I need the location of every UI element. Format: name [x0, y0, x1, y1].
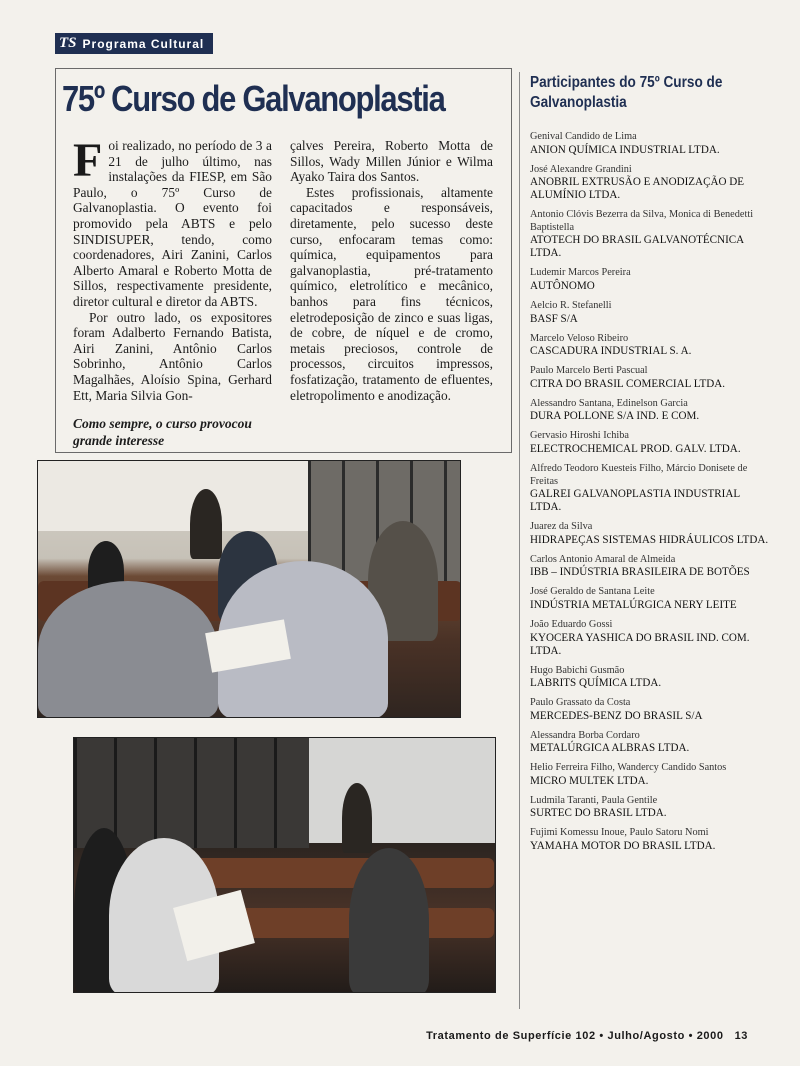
section-header-tab [55, 33, 213, 54]
magazine-logo: TS [59, 35, 77, 51]
page-number: 13 [734, 1030, 748, 1042]
article-paragraph-1 [73, 134, 272, 310]
participant-company: CASCADURA INDUSTRIAL S. A. [530, 345, 692, 358]
participant-entry [530, 164, 770, 203]
student [38, 581, 218, 718]
article-title: 75º Curso de Galvanoplastia [62, 78, 445, 119]
whiteboard [38, 461, 308, 531]
participant-names: Fujimi Komessu Inoue, Paulo Satoru Nomi [530, 827, 709, 839]
participant-entry [530, 300, 770, 326]
participant-entry [530, 365, 770, 391]
participant-names: Antonio Clóvis Bezerra da Silva, Monica di Benedetti Baptistella [530, 209, 754, 233]
participant-entry [530, 697, 770, 723]
participant-company: MERCEDES-BENZ DO BRASIL S/A [530, 709, 703, 722]
participant-names: Alessandra Borba Cordaro [530, 729, 640, 741]
participant-entry [530, 463, 770, 514]
participant-company: LABRITS QUÍMICA LTDA. [530, 677, 662, 690]
participant-company: ANOBRIL EXTRUSÃO E ANODIZAÇÃO DE ALUMÍNIO LTDA. [530, 176, 745, 202]
article-paragraph-2 [73, 310, 272, 404]
participant-company: HIDRAPEÇAS SISTEMAS HIDRÁULICOS LTDA. [530, 533, 769, 546]
participant-names: José Alexandre Grandini [530, 163, 632, 175]
participant-company: DURA POLLONE S/A IND. E COM. [530, 410, 700, 423]
participant-company: CITRA DO BRASIL COMERCIAL LTDA. [530, 377, 726, 390]
participant-names: Carlos Antonio Amaral de Almeida [530, 553, 676, 565]
article-paragraph-2-cont [290, 138, 493, 185]
instructor [342, 783, 372, 853]
participant-names: Juarez da Silva [530, 521, 593, 533]
sidebar-divider [519, 72, 520, 1009]
paragraph-2-continued-text: çalves Pereira, Roberto Motta de Sillos, Wady Millen Júnior e Wilma Ayako Taira dos Santos. [290, 138, 493, 185]
participant-names: Genival Candido de Lima [530, 131, 637, 142]
footer-publication: Tratamento de Superfície 102 • Julho/Agosto • 2000 [426, 1030, 724, 1042]
photo-caption: Como sempre, o curso provocou grande interesse [73, 416, 252, 448]
participant-entry [530, 131, 770, 157]
participant-company: METALÚRGICA ALBRAS LTDA. [530, 742, 690, 755]
participant-names: Gervasio Hiroshi Ichiba [530, 430, 629, 442]
participant-entry [530, 665, 770, 691]
participant-names: José Geraldo de Santana Leite [530, 586, 655, 598]
participant-names: Aelcio R. Stefanelli [530, 299, 612, 311]
article-column-1 [73, 134, 272, 403]
participant-company: AUTÔNOMO [530, 279, 595, 292]
participant-entry [530, 762, 770, 788]
article-column-2 [290, 138, 493, 403]
participant-names: Ludmila Taranti, Paula Gentile [530, 794, 658, 806]
article-paragraph-3: Estes profissionais, altamente capacitados e responsáveis, diretamente, pelo sucesso deste curso, enfocaram temas como: química, equipamentos para galvanoplastia, pré-tratamento químico, eletrolítico e mecânico, banhos para fins técnicos, eletrodeposição de zinco e suas ligas, de cobre, de níquel e de cromo, metais preciosos, controle de processos, circuitos impressos, fosfatização, tratamento de efluentes, eletropolimento e anodização. [290, 184, 493, 403]
participant-company: ELECTROCHEMICAL PROD. GALV. LTDA. [530, 442, 741, 455]
participants-list [530, 131, 770, 860]
participant-names: Alfredo Teodoro Kuesteis Filho, Márcio Donisete de Freitas [530, 462, 748, 487]
participant-names: Ludemir Marcos Pereira [530, 267, 631, 279]
participant-names: João Eduardo Gossi [530, 618, 613, 630]
participant-company: MICRO MULTEK LTDA. [530, 774, 649, 787]
classroom-photo-2 [73, 737, 496, 993]
participant-entry [530, 619, 770, 658]
section-title: Programa Cultural [82, 36, 205, 51]
participant-names: Paulo Marcelo Berti Pascual [530, 365, 648, 377]
participant-entry [530, 795, 770, 821]
participant-names: Marcelo Veloso Ribeiro [530, 332, 629, 344]
participant-entry [530, 730, 770, 756]
participant-names: Paulo Grassato da Costa [530, 697, 631, 709]
participant-entry [530, 430, 770, 456]
participant-entry [530, 209, 770, 260]
participant-company: ATOTECH DO BRASIL GALVANOTÉCNICA LTDA. [530, 234, 744, 260]
student [349, 848, 429, 993]
participant-entry [530, 586, 770, 612]
participant-entry [530, 398, 770, 424]
participant-company: GALREI GALVANOPLASTIA INDUSTRIAL LTDA. [530, 488, 740, 514]
participant-entry [530, 554, 770, 580]
participant-names: Hugo Babichi Gusmão [530, 664, 625, 676]
participant-company: KYOCERA YASHICA DO BRASIL IND. COM. LTDA. [530, 631, 750, 657]
classroom-photo-1 [37, 460, 461, 718]
paragraph-2-text: Por outro lado, os expositores foram Adalberto Fernando Batista, Airi Zanini, Antônio Carlos Sobrinho, Antônio Carlos Magalhães, Aloísio Spina, Gerhard Ett, Maria Silvia Gon- [73, 309, 272, 403]
participant-company: IBB – INDÚSTRIA BRASILEIRA DE BOTÕES [530, 566, 750, 579]
participant-company: ANION QUÍMICA INDUSTRIAL LTDA. [530, 143, 720, 156]
participant-company: INDÚSTRIA METALÚRGICA NERY LEITE [530, 598, 737, 611]
participant-entry [530, 827, 770, 853]
participant-names: Helio Ferreira Filho, Wandercy Candido Santos [530, 762, 727, 774]
projection-screen [309, 738, 496, 843]
participant-names: Alessandro Santana, Edinelson Garcia [530, 397, 688, 409]
participant-company: YAMAHA MOTOR DO BRASIL LTDA. [530, 840, 716, 853]
instructor [190, 489, 222, 559]
participant-entry [530, 333, 770, 359]
participant-entry [530, 521, 770, 547]
sidebar-title: Participantes do 75º Curso de Galvanoplastia [530, 74, 723, 111]
participant-entry [530, 267, 770, 293]
paragraph-1-text: oi realizado, no período de 3 a 21 de julho último, nas instalações da FIESP, em São Paulo, o 75º Curso de Galvanoplastia. O evento foi promovido pela ABTS e pelo SINDISUPER, tendo, como coordenadores, Airi Zanini, Carlos Alberto Amaral e Roberto Motta de Sillos, respectivamente presidente, diretor cultural e diretor da ABTS. [73, 138, 272, 309]
drop-cap: F [73, 134, 103, 187]
page-footer [426, 1030, 748, 1042]
participant-company: BASF S/A [530, 312, 578, 325]
participant-company: SURTEC DO BRASIL LTDA. [530, 807, 667, 820]
